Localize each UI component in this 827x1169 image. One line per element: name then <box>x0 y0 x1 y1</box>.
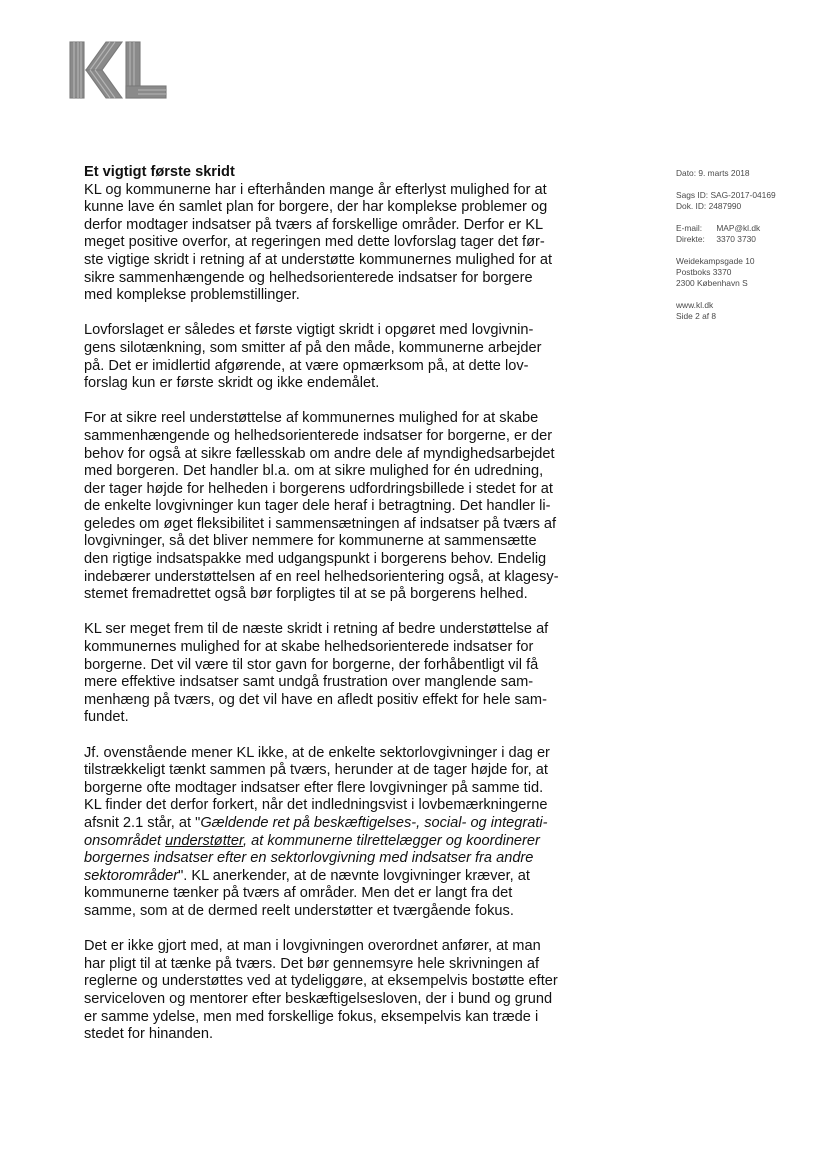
quoted-text: sektorområder <box>84 867 179 884</box>
letter-body <box>84 164 566 1061</box>
paragraph-5 <box>84 745 566 921</box>
paragraph-line: sikre sammenhængende og helhedsorienterede indsatser for borgere <box>84 269 533 286</box>
quoted-underlined-text: understøtter <box>165 832 243 849</box>
meta-phone-label: Direkte: <box>676 234 705 244</box>
paragraph-line: stemet fremadrettet også bør forpligtes til at se på borgerens helhed. <box>84 586 528 603</box>
paragraph-line: mere effektive indsatser samt undgå frustration over manglende sam- <box>84 674 534 691</box>
paragraph-line: For at sikre reel understøttelse af kommunernes mulighed for at skabe <box>84 410 539 427</box>
section-intro <box>84 164 566 305</box>
meta-address-line-1: Weidekampsgade 10 <box>676 256 755 266</box>
paragraph-line: kommunernes mulighed for at skabe helhedsorienterede indsatser for <box>84 639 534 656</box>
paragraph-line: kommunerne tænker på tværs af områder. Men det er langt fra det <box>84 885 513 902</box>
paragraph-line: borgerne ofte modtager indsatser efter flere lovgivninger på samme tid. <box>84 779 544 796</box>
paragraph-line <box>84 833 566 851</box>
paragraph-line: tilstrækkeligt tænkt sammen på tværs, herunder at de tager højde for, at <box>84 762 548 779</box>
paragraph-line: KL og kommunerne har i efterhånden mange år efterlyst mulighed for at <box>84 181 547 198</box>
paragraph-line: reglerne og understøttes ved at tydeliggøre, at eksempelvis bostøtte efter <box>84 973 558 990</box>
meta-email-label: E-mail: <box>676 223 703 233</box>
paragraph-line: på. Det er imidlertid afgørende, at være opmærksom på, at dette lov- <box>84 357 529 374</box>
paragraph-line: har pligt til at tænke på tværs. Det bør gennemsyre hele skrivningen af <box>84 955 540 972</box>
paragraph-line: Det er ikke gjort med, at man i lovgivningen overordnet anfører, at man <box>84 938 541 955</box>
meta-address-line-2: Postboks 3370 <box>676 267 732 277</box>
paragraph-line: kunne lave én samlet plan for borgere, der har komplekse problemer og <box>84 199 548 216</box>
paragraph-line: KL finder det derfor forkert, når det indledningsvist i lovbemærkningerne <box>84 797 548 814</box>
quoted-text: , at kommunerne tilrettelægger og koordinerer <box>243 832 540 849</box>
paragraph-line: KL ser meget frem til de næste skridt i retning af bedre understøttelse af <box>84 621 549 638</box>
meta-date: Dato: 9. marts 2018 <box>676 168 750 178</box>
meta-website[interactable]: www.kl.dk <box>676 300 714 310</box>
paragraph-line: den rigtige indsatspakke med udgangspunkt i borgerens behov. Endelig <box>84 551 547 568</box>
paragraph-line: Jf. ovenstående mener KL ikke, at de enkelte sektorlovgivninger i dag er <box>84 744 550 761</box>
section-heading: Et vigtigt første skridt <box>84 164 235 180</box>
meta-page-number: Side 2 af 8 <box>676 311 717 321</box>
paragraph-line: derfor modtager indsatser på tværs af forskellige områder. Derfor er KL <box>84 216 544 233</box>
meta-phone-row <box>676 234 816 245</box>
meta-address-line-3: 2300 København S <box>676 278 748 288</box>
paragraph-line: gens silotænkning, som smitter af på den måde, kommunerne arbejder <box>84 339 542 356</box>
quoted-text: borgernes indsatser efter en sektorlovgivning med indsatser fra andre <box>84 850 534 867</box>
paragraph-line: stedet for hinanden. <box>84 1026 214 1043</box>
paragraph-1 <box>84 182 566 305</box>
paragraph-3 <box>84 410 566 604</box>
paragraph-line: der tager højde for helheden i borgerens udfordringsbillede i stedet for at <box>84 480 553 497</box>
paragraph-line: menhæng på tværs, og det vil have en afledt positiv effekt for hele sam- <box>84 691 547 708</box>
quoted-text: onsområdet <box>84 832 166 849</box>
paragraph-line <box>84 868 566 886</box>
meta-dok-id: Dok. ID: 2487990 <box>676 201 742 211</box>
paragraph-line: sammenhængende og helhedsorienterede indsatser for borgerne, er der <box>84 427 553 444</box>
paragraph-line: indebærer understøttelsen af en reel helhedsorientering også, at klagesy- <box>84 568 559 585</box>
paragraph-line: ste vigtige skridt i retning af at understøtte kommunernes mulighed for at <box>84 251 553 268</box>
paragraph-line: serviceloven og mentorer efter beskæftigelsesloven, der i bund og grund <box>84 990 553 1007</box>
paragraph-6 <box>84 938 566 1044</box>
paragraph-line: de enkelte lovgivninger kun tager dele heraf i betragtning. Det handler li- <box>84 498 551 515</box>
quoted-text: Gældende ret på beskæftigelses-, social- og integrati- <box>200 814 548 831</box>
paragraph-line: Lovforslaget er således et første vigtigt skridt i opgøret med lovgivnin- <box>84 322 534 339</box>
paragraph-line: behov for også at sikre fællesskab om andre dele af myndighedsarbejdet <box>84 445 555 462</box>
paragraph-2 <box>84 322 566 392</box>
meta-sags-id: Sags ID: SAG-2017-04169 <box>676 190 776 200</box>
paragraph-line <box>84 815 566 833</box>
paragraph-4 <box>84 621 566 727</box>
paragraph-line: lovgivninger, så det bliver nemmere for kommunerne at sammensætte <box>84 533 537 550</box>
document-meta-sidebar <box>676 168 816 333</box>
paragraph-line: forslag kun er første skridt og ikke endemålet. <box>84 375 380 392</box>
paragraph-line: borgerne. Det vil være til stor gavn for borgerne, der forhåbentligt vil få <box>84 656 539 673</box>
paragraph-line: meget positive overfor, at regeringen med dette lovforslag tager det før- <box>84 234 545 251</box>
meta-email-value[interactable]: MAP@kl.dk <box>716 223 761 233</box>
paragraph-line: med komplekse problemstillinger. <box>84 287 300 304</box>
meta-email-row <box>676 223 816 234</box>
paragraph-line: er samme ydelse, men med forskellige fokus, eksempelvis kan træde i <box>84 1008 539 1025</box>
paragraph-text: afsnit 2.1 står, at " <box>84 814 201 831</box>
paragraph-text: ". KL anerkender, at de nævnte lovgivninger kræver, at <box>178 867 530 884</box>
paragraph-line: geledes om øget fleksibilitet i sammensætningen af indsatser på tværs af <box>84 515 557 532</box>
meta-phone-value: 3370 3730 <box>716 234 756 244</box>
paragraph-line: med borgeren. Det handler bl.a. om at sikre mulighed for én udredning, <box>84 463 544 480</box>
kl-logo <box>68 40 168 100</box>
paragraph-line: samme, som at de dermed reelt understøtter et tværgående fokus. <box>84 902 514 919</box>
paragraph-line <box>84 850 566 868</box>
kl-logo-mark <box>68 40 168 100</box>
paragraph-line: fundet. <box>84 709 129 726</box>
